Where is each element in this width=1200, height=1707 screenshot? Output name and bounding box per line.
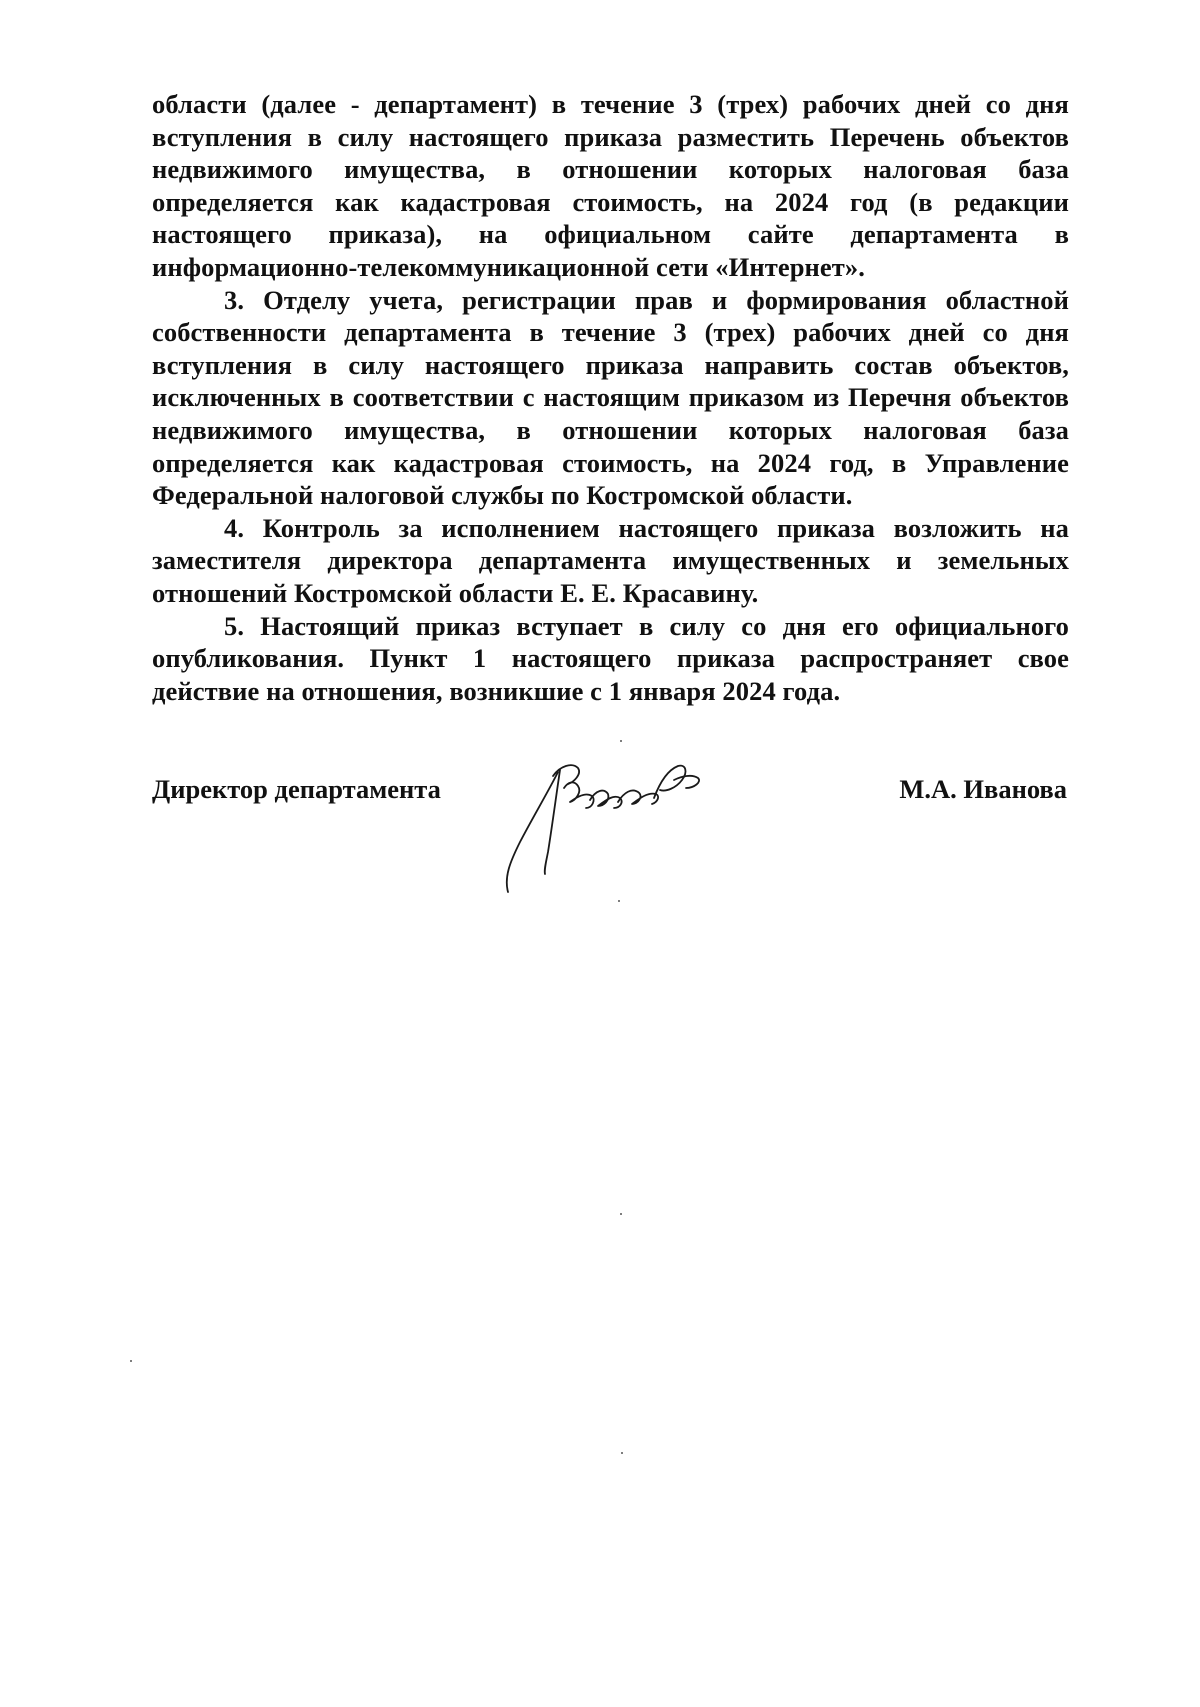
scan-speck [130, 1360, 132, 1362]
signatory-title: Директор департамента [152, 774, 441, 804]
paragraph-continuation: области (далее - департамент) в течение 3 (трех) рабочих дней со дня вступления в силу настоящего приказа разместить Перечень объектов недвижимого имущества, в отношении которых налоговая база определяется как кадастровая стоимость, на 2024 год (в редакции настоящего приказа), на официальном сайте департамента в информационно-телекоммуникационной сети «Интернет». [152, 89, 1069, 282]
signatory-name: М.А. Иванова [899, 774, 1067, 804]
scan-speck [621, 1452, 623, 1454]
scan-speck [620, 1213, 622, 1215]
paragraph-item-5: 5. Настоящий приказ вступает в силу со дня его официального опубликования. Пункт 1 настоящего приказа распространяет свое действие на отношения, возникшие с 1 января 2024 года. [152, 610, 1069, 706]
paragraph-item-4: 4. Контроль за исполнением настоящего приказа возложить на заместителя директора департамента имущественных и земельных отношений Костромской области Е. Е. Красавину. [152, 512, 1069, 608]
document-body [152, 88, 1069, 707]
scan-speck [620, 740, 622, 742]
paragraph-item-3: 3. Отделу учета, регистрации прав и формирования областной собственности департамента в течение 3 (трех) рабочих дней со дня вступления в силу настоящего приказа направить состав объектов, исключенных в соответствии с настоящим приказом из Перечня объектов недвижимого имущества, в отношении которых налоговая база определяется как кадастровая стоимость, на 2024 год, в Управление Федеральной налоговой службы по Костромской области. [152, 284, 1069, 511]
scan-speck [618, 900, 620, 902]
handwritten-signature [498, 752, 748, 912]
